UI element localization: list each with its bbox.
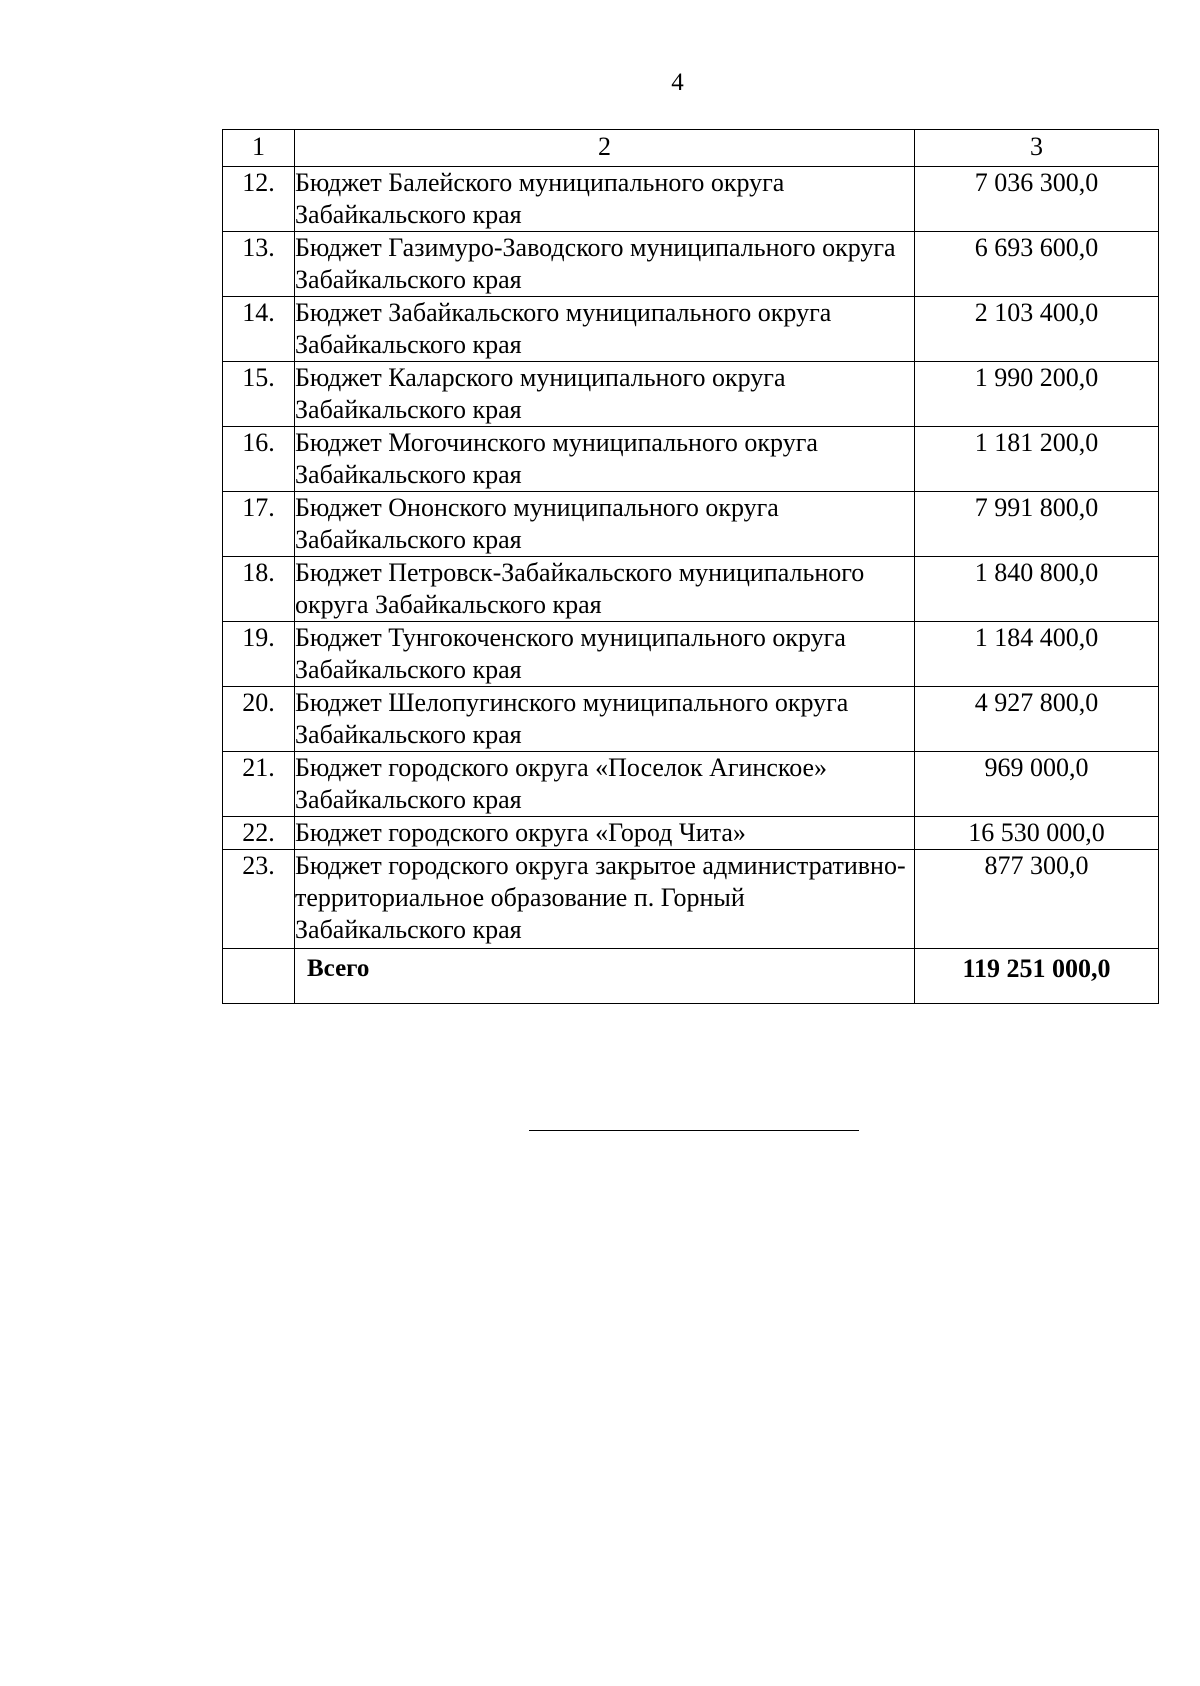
row-name: Бюджет Могочинского муниципального округа Забайкальского края [295, 427, 915, 492]
row-name: Бюджет Газимуро-Заводского муниципального округа Забайкальского края [295, 232, 915, 297]
row-number: 22. [223, 817, 295, 850]
row-number: 14. [223, 297, 295, 362]
table-row [223, 427, 1159, 492]
row-amount: 7 036 300,0 [915, 167, 1159, 232]
row-number: 20. [223, 687, 295, 752]
header-col-3: 3 [915, 130, 1159, 167]
row-amount: 877 300,0 [915, 850, 1159, 949]
row-name: Бюджет Шелопугинского муниципального округа Забайкальского края [295, 687, 915, 752]
header-col-1: 1 [223, 130, 295, 167]
row-number: 18. [223, 557, 295, 622]
table-row [223, 687, 1159, 752]
row-name: Бюджет Ононского муниципального округа Забайкальского края [295, 492, 915, 557]
row-name: Бюджет городского округа «Город Чита» [295, 817, 915, 850]
row-name: Бюджет городского округа закрытое административно-территориальное образование п. Горный Забайкальского края [295, 850, 915, 949]
row-number: 12. [223, 167, 295, 232]
row-number: 21. [223, 752, 295, 817]
table-row [223, 167, 1159, 232]
closing-rule [529, 1130, 859, 1131]
row-amount: 6 693 600,0 [915, 232, 1159, 297]
row-name: Бюджет Балейского муниципального округа Забайкальского края [295, 167, 915, 232]
table-row [223, 232, 1159, 297]
row-name: Бюджет городского округа «Поселок Агинское» Забайкальского края [295, 752, 915, 817]
table-header-row [223, 130, 1159, 167]
row-name: Бюджет Тунгокоченского муниципального округа Забайкальского края [295, 622, 915, 687]
row-number: 19. [223, 622, 295, 687]
row-amount: 2 103 400,0 [915, 297, 1159, 362]
table-row [223, 492, 1159, 557]
row-number: 15. [223, 362, 295, 427]
row-name: Бюджет Забайкальского муниципального округа Забайкальского края [295, 297, 915, 362]
header-col-2: 2 [295, 130, 915, 167]
row-amount: 4 927 800,0 [915, 687, 1159, 752]
table-row [223, 850, 1159, 949]
row-amount: 7 991 800,0 [915, 492, 1159, 557]
budget-table [222, 129, 1159, 1004]
row-amount: 1 840 800,0 [915, 557, 1159, 622]
total-number [223, 949, 295, 1004]
table-row [223, 297, 1159, 362]
row-name: Бюджет Каларского муниципального округа Забайкальского края [295, 362, 915, 427]
table-row [223, 557, 1159, 622]
total-amount: 119 251 000,0 [915, 949, 1159, 1004]
row-name: Бюджет Петровск-Забайкальского муниципального округа Забайкальского края [295, 557, 915, 622]
page-number: 4 [671, 69, 684, 96]
row-number: 17. [223, 492, 295, 557]
row-amount: 1 990 200,0 [915, 362, 1159, 427]
row-amount: 1 181 200,0 [915, 427, 1159, 492]
row-amount: 1 184 400,0 [915, 622, 1159, 687]
row-amount: 969 000,0 [915, 752, 1159, 817]
table-row [223, 752, 1159, 817]
row-number: 13. [223, 232, 295, 297]
row-number: 16. [223, 427, 295, 492]
table-row [223, 622, 1159, 687]
table-row [223, 362, 1159, 427]
total-row [223, 949, 1159, 1004]
row-amount: 16 530 000,0 [915, 817, 1159, 850]
row-number: 23. [223, 850, 295, 949]
table-row [223, 817, 1159, 850]
total-label: Всего [295, 949, 915, 1004]
